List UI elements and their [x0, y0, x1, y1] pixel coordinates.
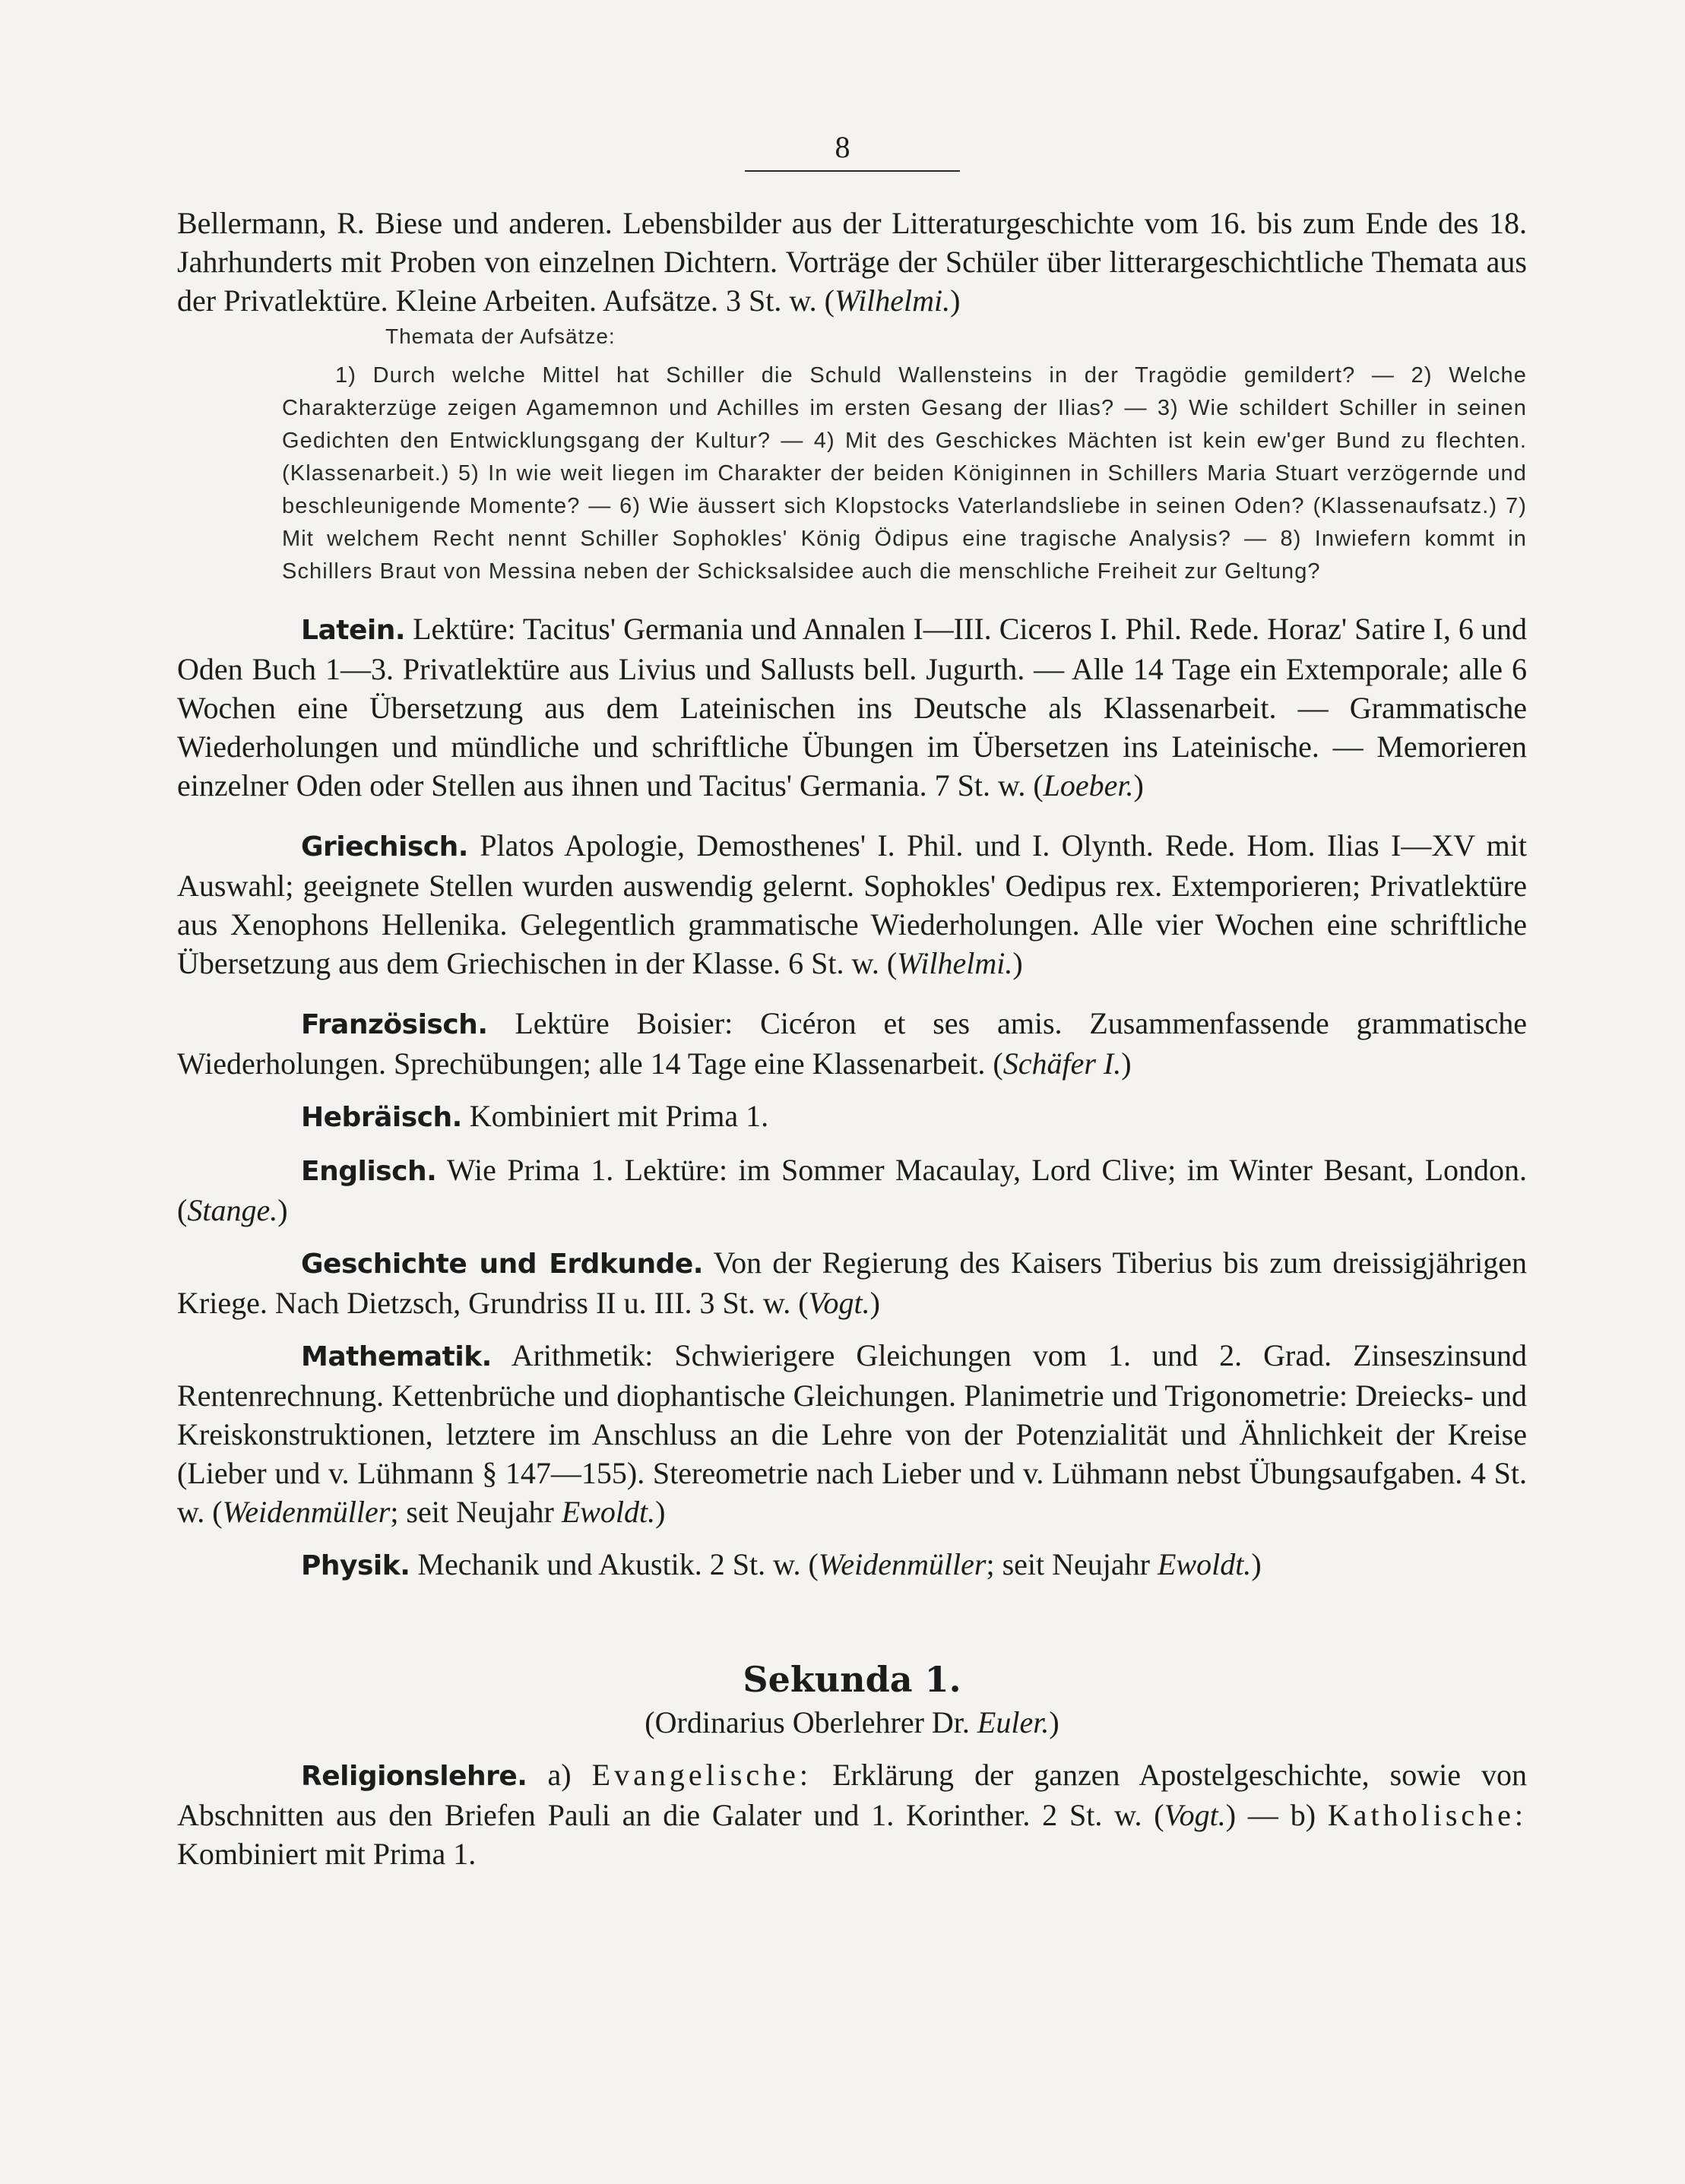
subject-title-griechisch: Griechisch.	[301, 831, 468, 863]
subject-physik	[177, 1545, 1527, 1585]
subject-title-hebraeisch: Hebräisch.	[301, 1102, 462, 1133]
intro-teacher: Wilhelmi.	[834, 283, 951, 318]
intro-close: )	[950, 283, 961, 318]
subject-englisch	[177, 1151, 1527, 1230]
subject-title-religion: Religionslehre.	[301, 1761, 527, 1792]
subject-text-mathematik: Arithmetik: Schwierigere Gleichungen vom 1. und 2. Grad. Zinseszinsund Rentenrechnung. Kettenbrüche und diophantische Gleichungen. Planimetrie und Trigonometrie: Dreiecks- und Kreiskonstruktionen, letztere im Anschluss an die Lehre von der Potenzialität und Ähnlichkeit der Kreise (Lieber und v. Lühmann § 147—155). Stereometrie nach Lieber und v. Lühmann nebst Übungsaufgaben. 4 St. w. (	[177, 1338, 1527, 1529]
subject-text-franzoesisch: Lektüre Boisier: Cicéron et ses amis. Zusammenfassende grammatische Wiederholungen. Sprechübungen; alle 14 Tage eine Klassenarbeit. (	[177, 1006, 1527, 1081]
subject-title-mathematik: Mathematik.	[301, 1341, 492, 1372]
teacher-mathematik: Weidenmüller	[222, 1495, 391, 1529]
subject-text-geschichte: Von der Regierung des Kaisers Tiberius bis zum dreissigjährigen Kriege. Nach Dietzsch, Grundriss II u. III. 3 St. w. (	[177, 1246, 1527, 1320]
subject-griechisch	[177, 826, 1527, 983]
religion-a-close: ) —	[1225, 1798, 1278, 1832]
page-number-rule	[745, 170, 960, 172]
religion-b-label: Katholische:	[1327, 1798, 1528, 1832]
subject-title-geschichte: Geschichte und Erdkunde.	[301, 1249, 703, 1280]
essay-topics-heading: Themata der Aufsätze:	[385, 324, 616, 348]
subject-text-griechisch: Platos Apologie, Demosthenes' I. Phil. und I. Olynth. Rede. Hom. Ilias I—XV mit Auswahl; geeignete Stellen wurden auswendig gelernt. Sophokles' Oedipus rex. Extemporieren; Privatlektüre aus Xenophons Hellenika. Gelegentlich grammatische Wiederholungen. Alle vier Wochen eine schriftliche Übersetzung aus dem Griechischen in der Klasse. 6 St. w. (	[177, 828, 1528, 980]
teacher-mathematik-middle: ; seit Neujahr	[390, 1495, 562, 1529]
close-physik: )	[1251, 1547, 1262, 1581]
ordinarius-close: )	[1049, 1705, 1059, 1739]
close-franzoesisch: )	[1121, 1046, 1132, 1081]
teacher-englisch: Stange.	[187, 1193, 278, 1227]
subject-title-latein: Latein.	[301, 615, 406, 646]
subject-hebraeisch	[177, 1097, 1527, 1137]
essay-topics-list: 1) Durch welche Mittel hat Schiller die Schuld Wallensteins in der Tragödie gemildert? — 2) Welche Charakterzüge zeigen Agamemnon und Achilles im ersten Gesang der Ilias? — 3) Wie schildert Schiller in seinen Gedichten den Entwicklungsgang der Kultur? — 4) Mit des Geschickes Mächten ist kein ew'ger Bund zu flechten. (Klassenarbeit.) 5) In wie weit liegen im Charakter der beiden Königinnen in Schillers Maria Stuart verzögernde und beschleunigende Momente? — 6) Wie äussert sich Klopstocks Vaterlandsliebe in seinen Oden? (Klassenaufsatz.) 7) Mit welchem Recht nennt Schiller Sophokles' König Ödipus eine tragische Analysis? — 8) Inwiefern kommt in Schillers Braut von Messina neben der Schicksalsidee auch die menschliche Freiheit zur Geltung?	[282, 363, 1527, 584]
ordinarius-name: Euler.	[977, 1705, 1050, 1739]
subject-title-physik: Physik.	[301, 1550, 410, 1581]
close-griechisch: )	[1012, 946, 1023, 980]
subject-title-englisch: Englisch.	[301, 1156, 437, 1187]
section-title-sekunda: Sekunda 1.	[743, 1659, 961, 1700]
page-content	[177, 204, 1527, 1873]
intro-text: Bellermann, R. Biese und anderen. Lebensbilder aus der Litteraturgeschichte vom 16. bis zum Ende des 18. Jahrhunderts mit Proben von einzelnen Dichtern. Vorträge der Schüler über litterargeschichtliche Themata aus der Privatlektüre. Kleine Arbeiten. Aufsätze. 3 St. w. (	[177, 206, 1527, 318]
ordinarius-prefix: (Ordinarius Oberlehrer Dr.	[645, 1705, 977, 1739]
teacher-physik-middle: ; seit Neujahr	[986, 1547, 1158, 1581]
religion-a-prefix: a)	[547, 1758, 572, 1792]
subject-latein	[177, 609, 1527, 805]
subject-text-hebraeisch: Kombiniert mit Prima 1.	[469, 1099, 769, 1133]
intro-paragraph	[177, 204, 1527, 320]
subject-text-latein: Lektüre: Tacitus' Germania und Annalen I—III. Ciceros I. Phil. Rede. Horaz' Satire I, 6 und Oden Buch 1—3. Privatlektüre aus Livius und Sallusts bell. Jugurth. — Alle 14 Tage ein Extemporale; alle 6 Wochen eine Übersetzung aus dem Lateinischen ins Deutsche als Klassenarbeit. — Grammatische Wiederholungen und mündliche und schriftliche Übungen im Übersetzen ins Lateinische. — Memorieren einzelner Oden oder Stellen aus ihnen und Tacitus' Germania. 7 St. w. (	[177, 612, 1528, 802]
teacher-physik: Weidenmüller	[818, 1547, 987, 1581]
subject-franzoesisch	[177, 1004, 1527, 1083]
section-ordinarius	[177, 1704, 1527, 1742]
subject-text-englisch: Wie Prima 1. Lektüre: im Sommer Macaulay, Lord Clive; im Winter Besant, London. (	[177, 1153, 1528, 1227]
religion-a-teacher: Vogt.	[1164, 1798, 1226, 1832]
close-mathematik: )	[655, 1495, 666, 1529]
subject-geschichte	[177, 1243, 1527, 1322]
religion-b-text: Kombiniert mit Prima 1.	[177, 1837, 477, 1871]
subject-religion	[177, 1755, 1527, 1873]
subject-text-physik: Mechanik und Akustik. 2 St. w. (	[417, 1547, 819, 1581]
religion-a-label: Evangelische:	[591, 1758, 812, 1792]
religion-b-prefix: b)	[1290, 1798, 1316, 1832]
close-latein: )	[1133, 768, 1144, 802]
close-englisch: )	[277, 1193, 288, 1227]
subject-mathematik	[177, 1336, 1527, 1531]
page-number: 8	[835, 130, 850, 164]
teacher-latein: Loeber.	[1043, 768, 1134, 802]
teacher-geschichte: Vogt.	[808, 1286, 870, 1320]
teacher-griechisch: Wilhelmi.	[897, 946, 1013, 980]
religion-a-text: Erklärung der ganzen Apostelgeschichte, sowie von Abschnitten aus den Briefen Pauli an die Galater und 1. Korinther. 2 St. w. (	[177, 1758, 1528, 1832]
teacher-franzoesisch: Schäfer I.	[1002, 1046, 1122, 1081]
teacher2-mathematik: Ewoldt.	[561, 1495, 656, 1529]
close-geschichte: )	[869, 1286, 880, 1320]
subject-title-franzoesisch: Französisch.	[301, 1009, 488, 1040]
teacher2-physik: Ewoldt.	[1157, 1547, 1252, 1581]
